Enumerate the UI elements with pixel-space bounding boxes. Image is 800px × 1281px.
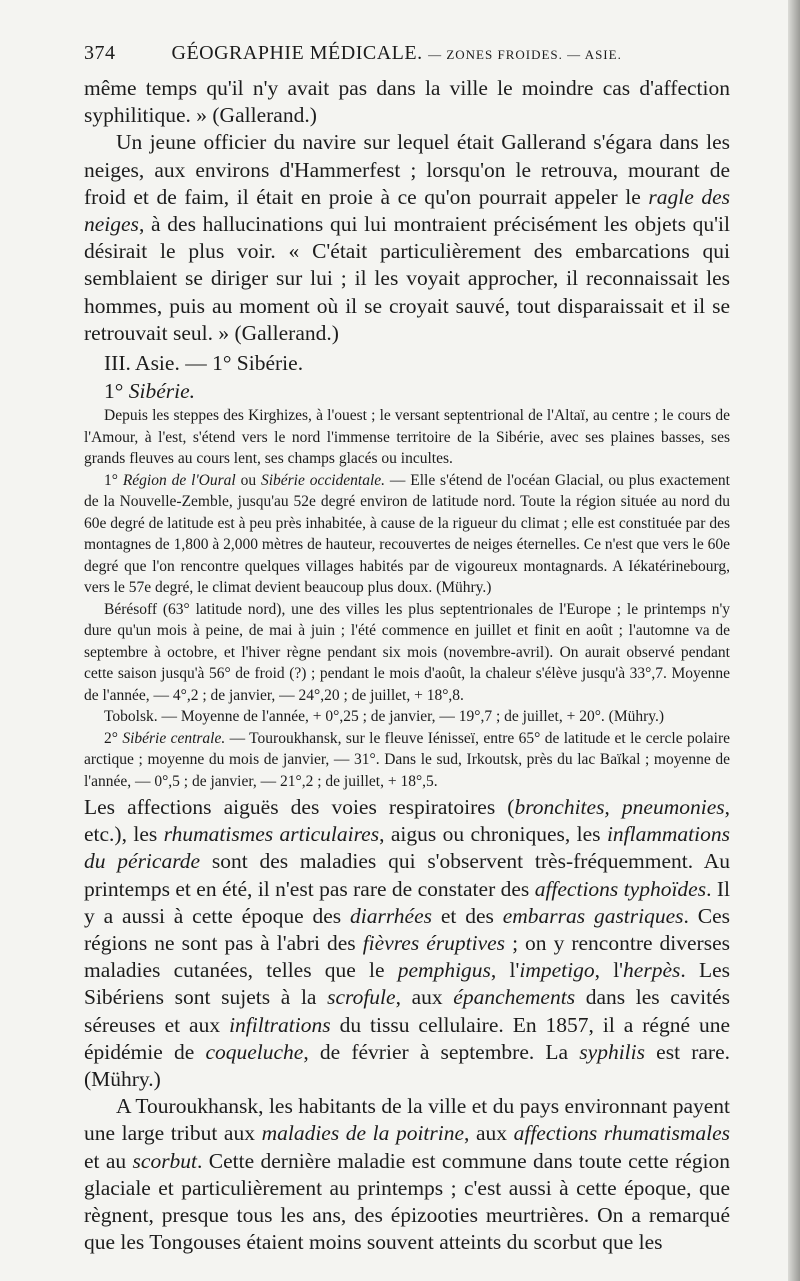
- section-heading: III. Asie. — 1° Sibérie.: [104, 351, 304, 376]
- section-label: — ZONES FROIDES. — ASIE.: [428, 47, 622, 62]
- paragraph-4: A Touroukhansk, les habitants de la ville et du pays environnant payent une large tribut aux maladies de la poitrine, aux affections rhumatismales et au scorbut. Cette dernière maladie est commune dans toute cette région glaciale et particulièrement au printemps ; c'est aussi à cette époque, que règnent, presque tous les ans, des épizooties meurtrières. On a remarqué que les Tongouses étaient moins souvent atteints du scorbut que les: [84, 1094, 731, 1255]
- page-number: 374: [84, 42, 116, 64]
- paragraph-2: Un jeune officier du navire sur lequel était Gallerand s'égara dans les neiges, aux environs d'Hammerfest ; lorsqu'on le retrouva, mourant de froid et de faim, il était en proie à ce qu'on pourrait appeler le ragle des neiges, à des hallucinations qui lui montraient précisément les objets qu'il désirait le plus voir. « C'était particulièrement des embarcations qui semblaient se diriger sur lui ; il les voyait approcher, il reconnaissait les hommes, puis au moment où il se croyait sauvé, tout disparaissait et il se retrouvait seul. » (Gallerand.): [84, 130, 731, 345]
- sub-heading: 1° Sibérie.: [104, 379, 196, 404]
- paragraph-3: Les affections aiguës des voies respiratoires (bronchites, pneumonies, etc.), les rhumatismes articulaires, aigus ou chroniques, les inflammations du péricarde sont des maladies qui s'observent très-fréquemment. Au printemps et en été, il n'est pas rare de constater des affections typhoïdes. Il y a aussi à cette époque des diarrhées et des embarras gastriques. Ces régions ne sont pas à l'abri des fièvres éruptives ; on y rencontre diverses maladies cutanées, telles que le pemphigus, l'impetigo, l'herpès. Les Sibériens sont sujets à la scrofule, aux épanchements dans les cavités séreuses et aux infiltrations du tissu cellulaire. En 1857, il a régné une épidémie de coqueluche, de février à septembre. La syphilis est rare. (Mühry.): [84, 795, 730, 1092]
- running-title: GÉOGRAPHIE MÉDICALE. — ZONES FROIDES. — ASIE.: [171, 42, 622, 64]
- running-header: [84, 42, 730, 65]
- small-paragraph-1: Depuis les steppes des Kirghizes, à l'ouest ; le versant septentrional de l'Altaï, au centre ; le cours de l'Amour, à l'est, s'étend vers le nord l'immense territoire de la Sibérie, avec ses plaines basses, ses grands fleuves au cours lent, ses champs glacés ou incultes.: [84, 407, 730, 468]
- small-paragraph-4: Tobolsk. — Moyenne de l'année, + 0°,25 ; de janvier, — 19°,7 ; de juillet, + 20°. (Mühry.): [104, 708, 665, 726]
- small-paragraph-2: 1° Région de l'Oural ou Sibérie occidentale. — Elle s'étend de l'océan Glacial, ou plus exactement de la Nouvelle-Zemble, jusqu'au 52e degré environ de latitude nord. Toute la région située au nord du 60e degré de latitude est à peu près inhabitée, à cause de la rigueur du climat ; elle est constituée par des montagnes de 1,800 à 2,000 mètres de hauteur, recouvertes de neiges éternelles. Ce n'est que vers le 60e degré que l'on rencontre quelques villages habités par de vigoureux montagnards. A Iékatérinebourg, vers le 57e degré, le climat devient beaucoup plus doux. (Mühry.): [84, 471, 730, 597]
- paragraph-1: même temps qu'il n'y avait pas dans la ville le moindre cas d'affection syphilitique. » (Gallerand.): [84, 76, 730, 128]
- page-gutter: [788, 0, 800, 1281]
- small-paragraph-3: Bérésoff (63° latitude nord), une des villes les plus septentrionales de l'Europe ; le printemps n'y dure qu'un mois à peine, de mai à juin ; l'été commence en juillet et finit en août ; l'automne va de septembre à octobre, et l'hiver règne pendant six mois (novembre-avril). On aurait observé pendant cette saison jusqu'à 56° de froid (?) ; pendant le mois d'août, la chaleur s'élève jusqu'à 33°,7. Moyenne de l'année, — 4°,2 ; de janvier, — 24°,20 ; de juillet, + 18°,8.: [84, 600, 730, 704]
- small-paragraph-5: 2° Sibérie centrale. — Touroukhansk, sur le fleuve Iénisseï, entre 65° de latitude et le cercle polaire arctique ; moyenne du mois de janvier, — 31°. Dans le sud, Irkoutsk, près du lac Baïkal ; moyenne de l'année, — 0°,5 ; de janvier, — 21°,2 ; de juillet, + 18°,5.: [84, 729, 730, 790]
